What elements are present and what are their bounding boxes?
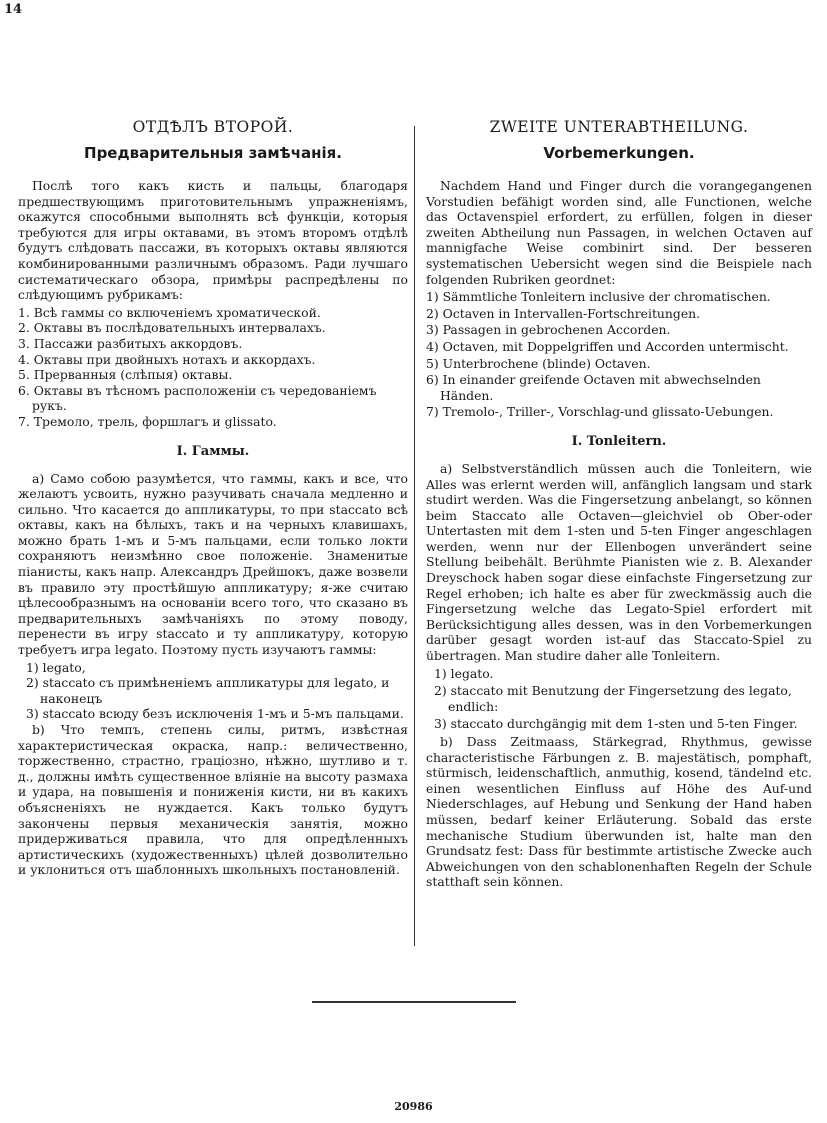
list-item: 6. Октавы въ тѣсномъ расположеніи съ чередованіемъ рукъ. xyxy=(18,382,377,414)
list-item: 3) staccato durchgängig mit dem 1-sten und 5-ten Finger. xyxy=(434,716,798,732)
list-item: 7) Tremolo-, Triller-, Vorschlag-und glissato-Uebungen. xyxy=(426,404,774,420)
intro-russian: Послѣ того какъ кисть и пальцы, благодаря предшествующимъ приготовительнымъ упражненіямъ, окажутся способными выполнять всѣ функціи, которыя требуются для игры октавами, въ этомъ второмъ отдѣлѣ будутъ слѣдовать пассажи, въ которыхъ октавы являются комбинированными различнымъ образомъ. Ради лучшаго систематическаго обзора, примѣры распредѣлены по слѣдующимъ рубрикамъ: xyxy=(18,178,408,303)
paragraph-b-german: b) Dass Zeitmaass, Stärkegrad, Rhythmus, gewisse characteristische Färbungen z. B. majestätisch, pomphaft, stürmisch, leidenschaftlich, anmuthig, kosend, tändelnd etc. einen wesentlichen Einfluss auf Höhe des Auf-und Niederschlages, auf Hebung und Senkung der Hand haben müssen, bedarf keiner Erläuterung. Sobald das erste mechanische Studium überwunden ist, halte man den Grundsatz fest: Dass für bestimmte artistische Zwecke auch Abweichungen von den schablonenhaften Regeln der Schule statthaft sein können. xyxy=(426,734,812,890)
russian-column xyxy=(18,118,408,878)
list-item: 3. Пассажи разбитыхъ аккордовъ. xyxy=(18,335,243,351)
heading-russian: Предварительныя замѣчанія. xyxy=(84,144,342,162)
list-item: 1) Sämmtliche Tonleitern inclusive der chromatischen. xyxy=(426,289,771,305)
list-item: 1. Всѣ гаммы со включеніемъ хроматической. xyxy=(18,304,321,320)
list-item: 2. Октавы въ послѣдовательныхъ интервалахъ. xyxy=(18,320,326,336)
part-title-russian: ОТДѢЛЪ ВТОРОЙ. xyxy=(132,118,294,136)
section-title-german: I. Tonleitern. xyxy=(571,433,667,449)
paragraph-b-russian: b) Что темпъ, степень силы, ритмъ, извѣстная характеристическая окраска, напр.: величественно, торжественно, страстно, граціозно, нѣжно, шутливо и т. д., должны имѣть существенное вліяніе на высоту размаха и удара, на повышенія и пониженія кисти, ни въ какихъ объясненіяхъ не нуждается. Какъ только будутъ закончены первыя механическія занятія, можно придерживаться правила, что для опредѣленныхъ артистическихъ (художественныхъ) цѣлей дозволительно и уклониться отъ шаблонныхъ школьныхъ постановленій. xyxy=(18,722,408,878)
list-item: 1) legato. xyxy=(434,665,494,681)
list-item: 2) staccato mit Benutzung der Fingersetzung des legato, endlich: xyxy=(434,683,792,714)
paragraph-a-german: a) Selbstverständlich müssen auch die Tonleitern, wie Alles was erlernt werden will, anfänglich langsam und stark studirt werden. Was die Fingersetzung anbelangt, so können beim Staccato alle Octaven—gleichviel ob Ober-oder Untertasten mit dem 1-sten und 5-ten Finger angeschlagen werden, wenn nur der Ellenbogen unverändert seine Stellung beibehält. Berühmte Pianisten wie z. B. Alexander Dreyschock haben sogar diese einfachste Fingersetzung zur Regel erhoben; ich halte es aber für zweckmässig auch die Fingersetzung welche das Legato-Spiel erfordert mit Berücksichtigung alles dessen, was in den Vorbemerkungen darüber gesagt worden ist-auf das Staccato-Spiel zu übertragen. Man studire daher alle Tonleitern. xyxy=(426,460,812,664)
rubric-list-russian xyxy=(18,305,408,430)
german-column xyxy=(426,118,812,890)
intro-german: Nachdem Hand und Finger durch die vorangegangenen Vorstudien befähigt worden sind, alle Functionen, welche das Octavenspiel erfordert, zu erfüllen, folgen in dieser zweiten Abtheilung nun Passagen, in welchen Octaven auf mannigfache Weise combinirt sind. Der besseren systematischen Uebersicht wegen sind die Beispiele nach folgenden Rubriken geordnet: xyxy=(426,178,812,287)
rubric-list-german xyxy=(426,289,812,420)
section-title-russian: I. Гаммы. xyxy=(176,443,250,459)
column-divider xyxy=(414,126,415,946)
list-item: 2) staccato съ примѣненіемъ аппликатуры для legato, и наконецъ xyxy=(26,675,390,706)
page-number: 14 xyxy=(4,2,23,17)
list-item: 3) Passagen in gebrochenen Accorden. xyxy=(426,322,671,338)
list-item: 1) legato, xyxy=(26,659,86,675)
scale-list-russian xyxy=(18,660,408,722)
list-item: 5) Unterbrochene (blinde) Octaven. xyxy=(426,355,651,371)
list-item: 4) Octaven, mit Doppelgriffen und Accorden untermischt. xyxy=(426,338,789,354)
heading-german: Vorbemerkungen. xyxy=(543,144,695,162)
part-title-german: ZWEITE UNTERABTHEILUNG. xyxy=(489,118,749,136)
list-item: 7. Тремоло, трель, форшлагъ и glissato. xyxy=(18,413,277,429)
plate-number: 20986 xyxy=(394,1100,433,1113)
list-item: 3) staccato всюду безъ исключенія 1-мъ и 5-мъ пальцами. xyxy=(26,706,404,722)
paragraph-a-russian: а) Само собою разумѣется, что гаммы, какъ и все, что желаютъ усвоить, нужно разучивать сначала медленно и сильно. Что касается до аппликатуры, то при staccato всѣ октавы, какъ на бѣлыхъ, такъ и на черныхъ клавишахъ, можно брать 1-мъ и 5-мъ пальцами, если только локти сохраняютъ неизмѣнно свое положеніе. Знаменитые піанисты, какъ напр. Александръ Дрейшокъ, даже возвели въ правило эту простѣйшую аппликатуру; я-же считаю цѣлесообразнымъ на основаніи всего того, что сказано въ предварительныхъ замѣчаніяхъ по этому поводу, перенести въ игру staccato и ту аппликатуру, которую требуетъ игра legato. Поэтому пусть изучаютъ гаммы: xyxy=(18,470,408,658)
list-item: 6) In einander greifende Octaven mit abwechselnden Händen. xyxy=(426,372,761,403)
list-item: 5. Прерванныя (слѣпыя) октавы. xyxy=(18,367,233,383)
scale-list-german xyxy=(426,666,812,732)
list-item: 2) Octaven in Intervallen-Fortschreitungen. xyxy=(426,305,701,321)
end-rule xyxy=(312,1001,516,1003)
list-item: 4. Октавы при двойныхъ нотахъ и аккордахъ. xyxy=(18,351,316,367)
